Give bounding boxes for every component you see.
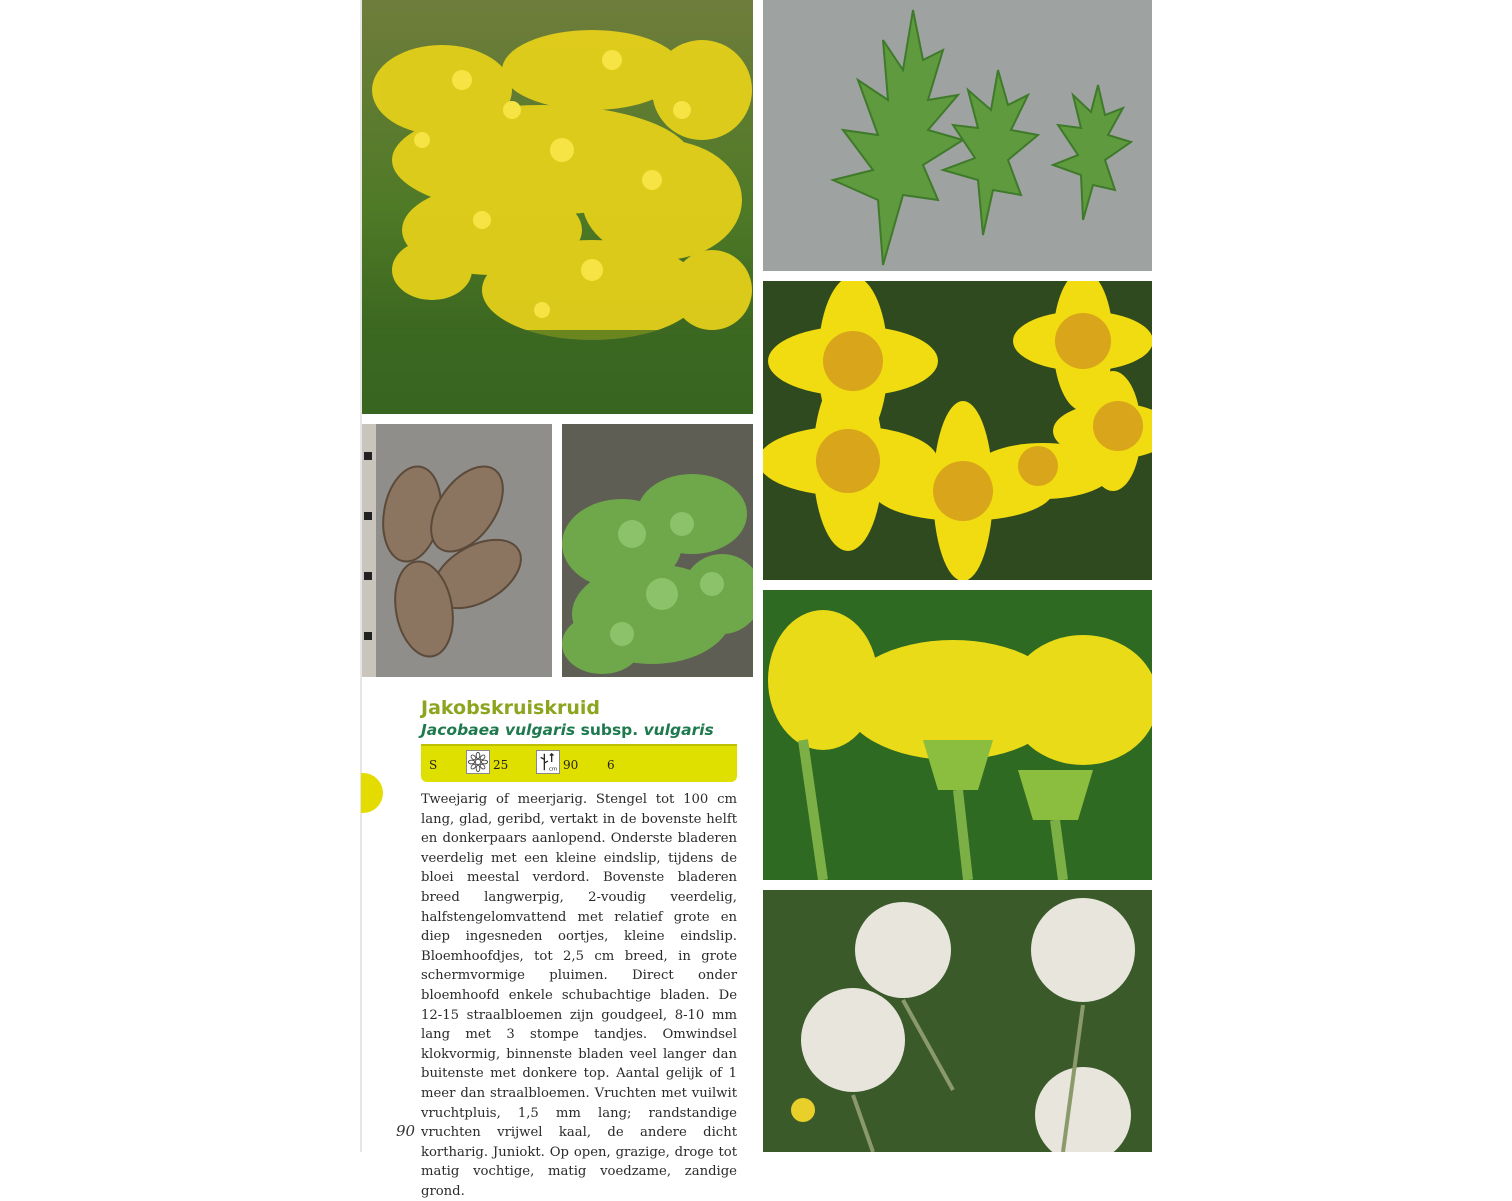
section-tab-marker (361, 773, 383, 813)
description-text: Tweejarig of meerjarig. Stengel tot 100 cm lang, glad, geribd, vertakt in de bovenste helft en donkerpaars aanlopend. Onderste bladeren veerdelig met een kleine eindslip, tijdens de bloei meestal verdord. Bovenste bladeren breed langwerpig, 2-voudig veerdelig, halfstengelomvattend met relatief grote en diep ingesneden oortjes, kleine eindslip. Bloemhoofdjes, tot 2,5 cm breed, in grote schermvormige pluimen. Direct onder bloemhoofd enkele schubachtige bladen. De 12-15 straalbloemen zijn goudgeel, 8-10 mm lang met 3 stompe tandjes. Omwindsel klokvormig, binnenste bladen veel langer dan buitenste met donkere top. Aantal gelijk of 1 meer dan straalbloemen. Vruchten met vuilwit vruchtpluis, 1,5 mm lang; randstandige vruchten vrijwel kaal, de andere dicht kortharig. Juniokt. Op open, grazige, droge tot matig vochtige, matig voedzame, zandige grond. (421, 792, 737, 1199)
flower-icon (466, 750, 490, 774)
subspecies-name: vulgaris (643, 721, 714, 739)
height-value: 90 (563, 758, 579, 772)
plant-height-icon (536, 750, 560, 774)
photo-seed-heads (763, 890, 1152, 1152)
photo-flower-heads (763, 281, 1152, 580)
photo-flower-side-view (763, 590, 1152, 880)
subspecies-label: subsp. (580, 721, 639, 739)
page-number: 90 (396, 1122, 416, 1140)
photo-leaves (763, 0, 1152, 271)
scientific-name (421, 721, 714, 739)
info-last-value: 6 (607, 758, 615, 772)
height-unit: cm (548, 766, 558, 773)
common-name-heading: Jakobskruiskruid (421, 697, 600, 719)
flower-value: 25 (493, 758, 509, 772)
photo-rosette (562, 424, 753, 677)
info-bar (421, 744, 737, 782)
photo-seeds (362, 424, 552, 677)
info-code: S (429, 758, 438, 772)
genus-species: Jacobaea vulgaris (421, 721, 576, 739)
photo-flowering-plant (362, 0, 753, 414)
